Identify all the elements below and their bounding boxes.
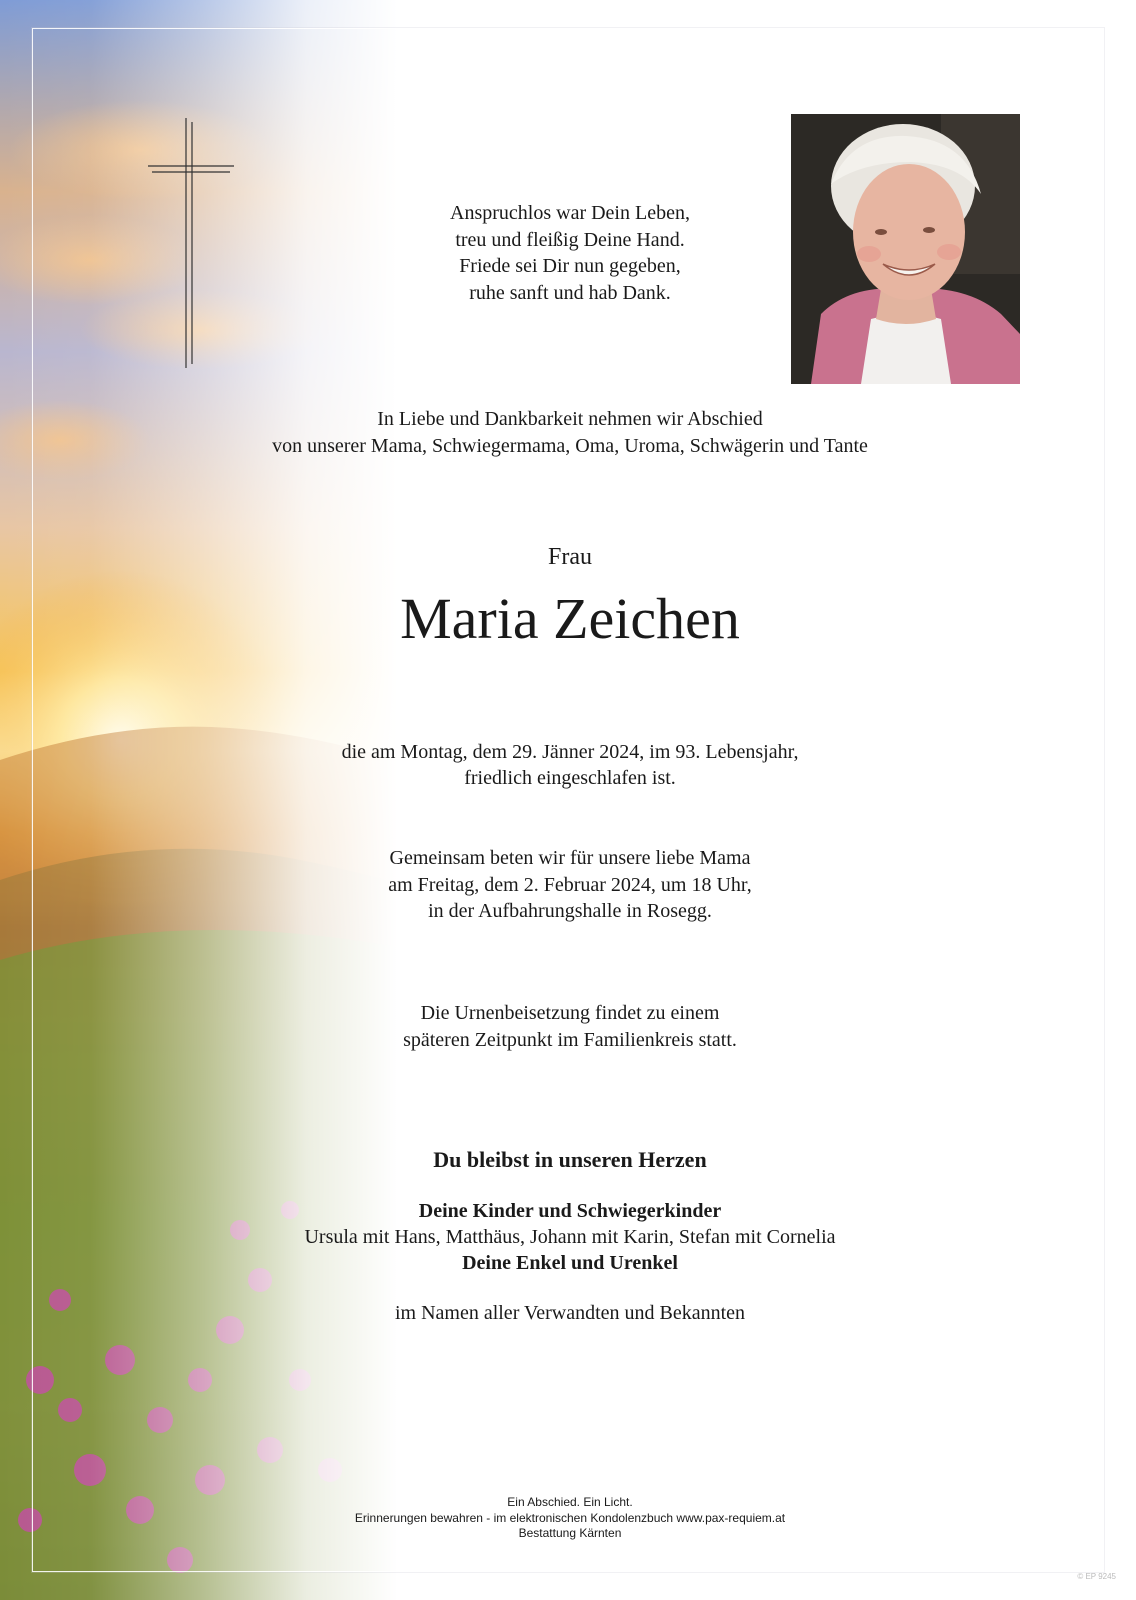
family-list <box>150 1198 990 1276</box>
salutation: Frau <box>548 544 592 570</box>
prayer-line: Gemeinsam beten wir für unsere liebe Mama <box>389 847 751 869</box>
death-notice-line: die am Montag, dem 29. Jänner 2024, im 93. Lebensjahr, <box>341 741 799 763</box>
footer-line: Erinnerungen bewahren - im elektronischen Kondolenzbuch www.pax-requiem.at <box>354 1510 786 1525</box>
prayer-notice <box>150 845 990 925</box>
farewell-intro <box>150 406 990 460</box>
footer <box>250 1495 890 1542</box>
intro-line: In Liebe und Dankbarkeit nehmen wir Abschied <box>377 408 763 430</box>
deceased-name: Maria Zeichen <box>400 586 740 651</box>
poem <box>150 200 990 306</box>
prayer-line: in der Aufbahrungshalle in Rosegg. <box>428 900 712 922</box>
poem-line: treu und fleißig Deine Hand. <box>455 228 685 251</box>
footer-line: Ein Abschied. Ein Licht. <box>507 1495 633 1509</box>
prayer-line: am Freitag, dem 2. Februar 2024, um 18 Uhr, <box>388 873 752 896</box>
death-notice-line: friedlich eingeschlafen ist. <box>464 767 676 789</box>
intro-line: von unserer Mama, Schwiegermama, Oma, Uroma, Schwägerin und Tante <box>272 435 868 457</box>
grandchildren-heading: Deine Enkel und Urenkel <box>462 1252 678 1274</box>
closing-phrase: Du bleibst in unseren Herzen <box>433 1147 707 1172</box>
poem-line: Friede sei Dir nun gegeben, <box>459 255 681 277</box>
urn-burial-notice <box>150 1000 990 1053</box>
urn-line: Die Urnenbeisetzung findet zu einem <box>420 1002 720 1024</box>
footer-line: Bestattung Kärnten <box>518 1526 622 1540</box>
death-notice <box>150 739 990 791</box>
children-heading: Deine Kinder und Schwiegerkinder <box>418 1200 722 1222</box>
poem-line: Anspruchlos war Dein Leben, <box>450 202 690 224</box>
relatives-line: im Namen aller Verwandten und Bekannten <box>394 1302 746 1324</box>
poem-line: ruhe sanft und hab Dank. <box>469 281 671 304</box>
template-code: © EP 9245 <box>1077 1572 1116 1581</box>
children-names: Ursula mit Hans, Matthäus, Johann mit Karin, Stefan mit Cornelia <box>304 1226 836 1248</box>
urn-line: späteren Zeitpunkt im Familienkreis statt. <box>403 1028 737 1051</box>
